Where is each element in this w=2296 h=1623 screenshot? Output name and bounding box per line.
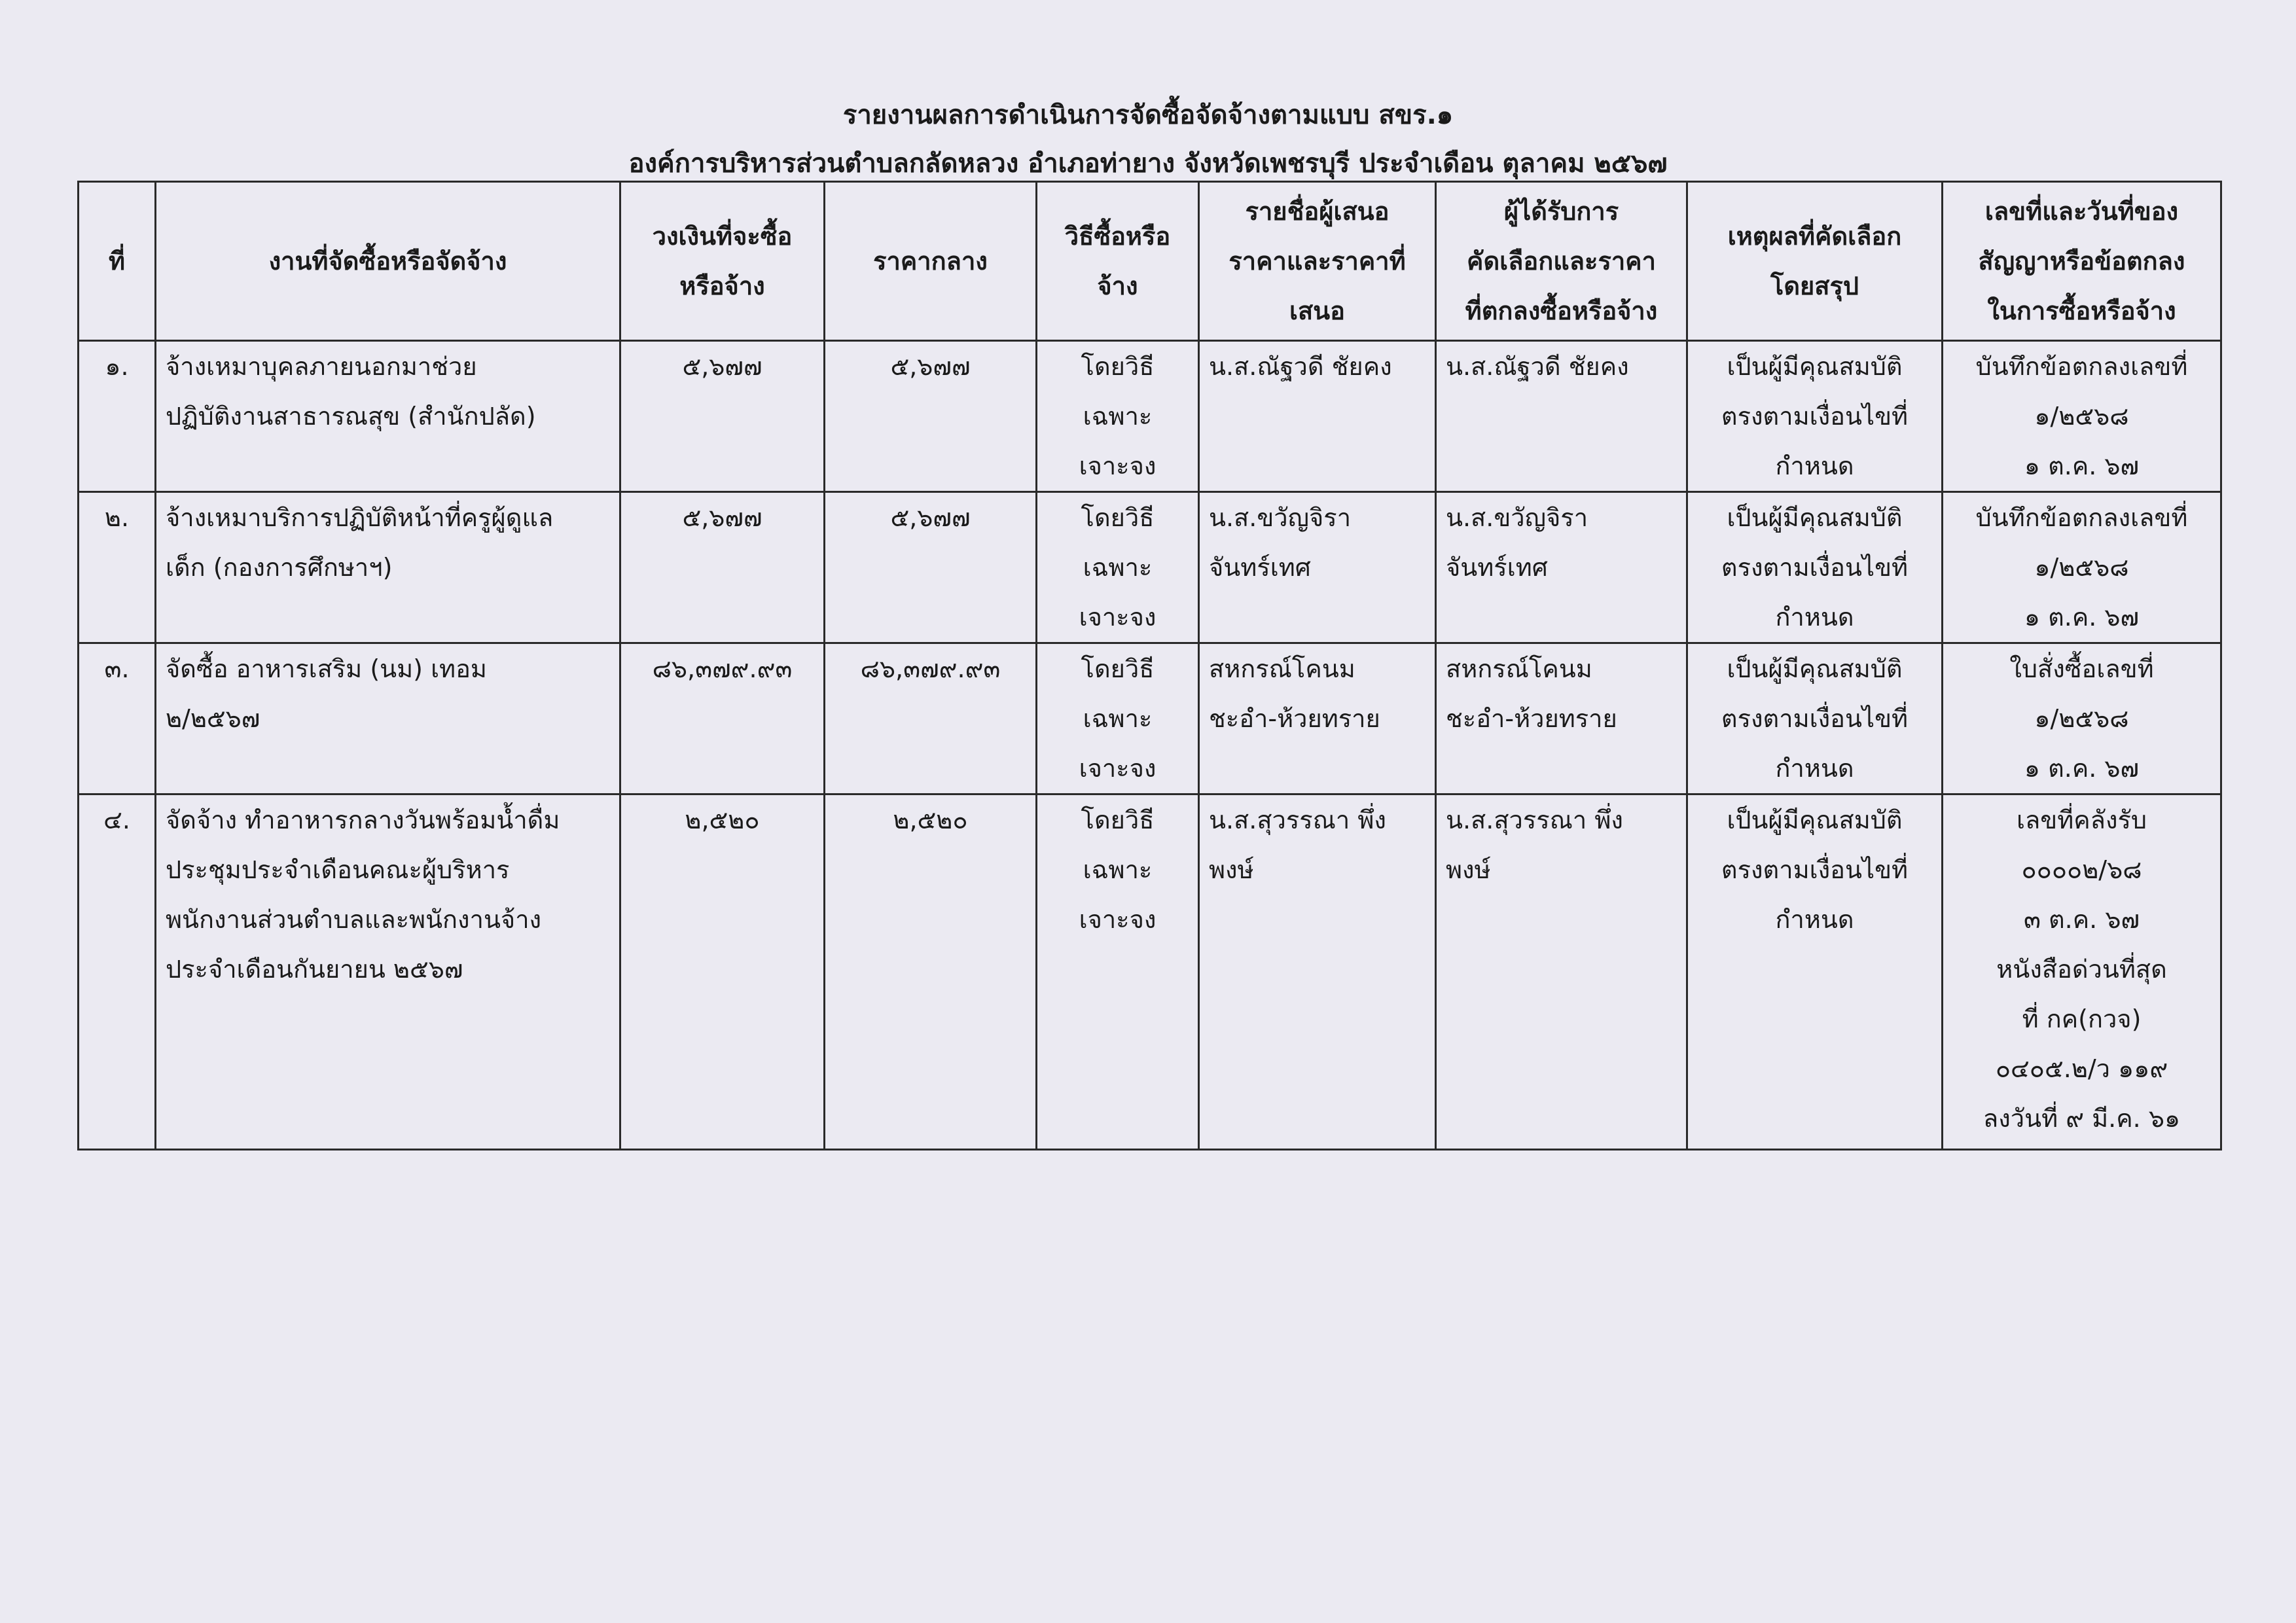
row-selected: น.ส.ขวัญจิรา จันทร์เทศ bbox=[1436, 492, 1687, 643]
header-no: ที่ bbox=[79, 182, 156, 341]
row-bidders: น.ส.ณัฐวดี ชัยคง bbox=[1199, 341, 1436, 492]
procurement-table bbox=[77, 181, 2222, 1150]
row-method: โดยวิธี เฉพาะเจาะจง bbox=[1037, 492, 1199, 643]
row-reason: เป็นผู้มีคุณสมบัติ ตรงตามเงื่อนไขที่ กำหนด bbox=[1687, 643, 1943, 794]
row-contract: เลขที่คลังรับ ๐๐๐๐๒/๖๘ ๓ ต.ค. ๖๗ หนังสือด่วนที่สุด ที่ กค(กวจ) ๐๔๐๕.๒/ว ๑๑๙ ลงวันที่ ๙ มี.ค. ๖๑ bbox=[1943, 794, 2221, 1150]
header-selected: ผู้ได้รับการ คัดเลือกและราคา ที่ตกลงซื้อหรือจ้าง bbox=[1436, 182, 1687, 341]
row-median-price: ๕,๖๗๗ bbox=[825, 341, 1037, 492]
report-subtitle: องค์การบริหารส่วนตำบลกลัดหลวง อำเภอท่ายาง จังหวัดเพชรบุรี ประจำเดือน ตุลาคม ๒๕๖๗ bbox=[628, 149, 1668, 179]
header-budget: วงเงินที่จะซื้อ หรือจ้าง bbox=[620, 182, 825, 341]
header-bidders: รายชื่อผู้เสนอ ราคาและราคาที่ เสนอ bbox=[1199, 182, 1436, 341]
header-contract: เลขที่และวันที่ของ สัญญาหรือข้อตกลง ในการซื้อหรือจ้าง bbox=[1943, 182, 2221, 341]
row-median-price: ๕,๖๗๗ bbox=[825, 492, 1037, 643]
row-median-price: ๘๖,๓๗๙.๙๓ bbox=[825, 643, 1037, 794]
row-no: ๔. bbox=[79, 794, 156, 1150]
row-reason: เป็นผู้มีคุณสมบัติ ตรงตามเงื่อนไขที่ กำหนด bbox=[1687, 794, 1943, 1150]
header-method: วิธีซื้อหรือ จ้าง bbox=[1037, 182, 1199, 341]
header-median-price: ราคากลาง bbox=[825, 182, 1037, 341]
row-no: ๓. bbox=[79, 643, 156, 794]
row-selected: สหกรณ์โคนม ชะอำ-ห้วยทราย bbox=[1436, 643, 1687, 794]
row-no: ๑. bbox=[79, 341, 156, 492]
row-method: โดยวิธี เฉพาะเจาะจง bbox=[1037, 341, 1199, 492]
row-budget: ๒,๕๒๐ bbox=[620, 794, 825, 1150]
row-bidders: น.ส.ขวัญจิรา จันทร์เทศ bbox=[1199, 492, 1436, 643]
table-row bbox=[79, 492, 2221, 643]
row-contract: บันทึกข้อตกลงเลขที่ ๑/๒๕๖๘ ๑ ต.ค. ๖๗ bbox=[1943, 341, 2221, 492]
row-bidders: สหกรณ์โคนม ชะอำ-ห้วยทราย bbox=[1199, 643, 1436, 794]
row-reason: เป็นผู้มีคุณสมบัติ ตรงตามเงื่อนไขที่ กำหนด bbox=[1687, 341, 1943, 492]
row-item: จ้างเหมาบริการปฏิบัติหน้าที่ครูผู้ดูแล เด็ก (กองการศึกษาฯ) bbox=[156, 492, 620, 643]
row-contract: บันทึกข้อตกลงเลขที่ ๑/๒๕๖๘ ๑ ต.ค. ๖๗ bbox=[1943, 492, 2221, 643]
row-contract: ใบสั่งซื้อเลขที่ ๑/๒๕๖๘ ๑ ต.ค. ๖๗ bbox=[1943, 643, 2221, 794]
row-budget: ๕,๖๗๗ bbox=[620, 341, 825, 492]
table-row bbox=[79, 341, 2221, 492]
row-bidders: น.ส.สุวรรณา พึ่ง พงษ์ bbox=[1199, 794, 1436, 1150]
table-header-row bbox=[79, 182, 2221, 341]
row-method: โดยวิธี เฉพาะเจาะจง bbox=[1037, 643, 1199, 794]
header-reason: เหตุผลที่คัดเลือก โดยสรุป bbox=[1687, 182, 1943, 341]
table-row bbox=[79, 643, 2221, 794]
table-row bbox=[79, 794, 2221, 1150]
row-selected: น.ส.สุวรรณา พึ่ง พงษ์ bbox=[1436, 794, 1687, 1150]
row-selected: น.ส.ณัฐวดี ชัยคง bbox=[1436, 341, 1687, 492]
row-item: จัดจ้าง ทำอาหารกลางวันพร้อมน้ำดื่ม ประชุมประจำเดือนคณะผู้บริหาร พนักงานส่วนตำบลและพนักงานจ้าง ประจำเดือนกันยายน ๒๕๖๗ bbox=[156, 794, 620, 1150]
header-item: งานที่จัดซื้อหรือจัดจ้าง bbox=[156, 182, 620, 341]
row-no: ๒. bbox=[79, 492, 156, 643]
row-method: โดยวิธี เฉพาะเจาะจง bbox=[1037, 794, 1199, 1150]
row-reason: เป็นผู้มีคุณสมบัติ ตรงตามเงื่อนไขที่ กำหนด bbox=[1687, 492, 1943, 643]
row-item: จัดซื้อ อาหารเสริม (นม) เทอม ๒/๒๕๖๗ bbox=[156, 643, 620, 794]
row-budget: ๘๖,๓๗๙.๙๓ bbox=[620, 643, 825, 794]
row-item: จ้างเหมาบุคลภายนอกมาช่วย ปฏิบัติงานสาธารณสุข (สำนักปลัด) bbox=[156, 341, 620, 492]
report-title: รายงานผลการดำเนินการจัดซื้อจัดจ้างตามแบบ สขร.๑ bbox=[842, 100, 1454, 130]
row-budget: ๕,๖๗๗ bbox=[620, 492, 825, 643]
row-median-price: ๒,๕๒๐ bbox=[825, 794, 1037, 1150]
